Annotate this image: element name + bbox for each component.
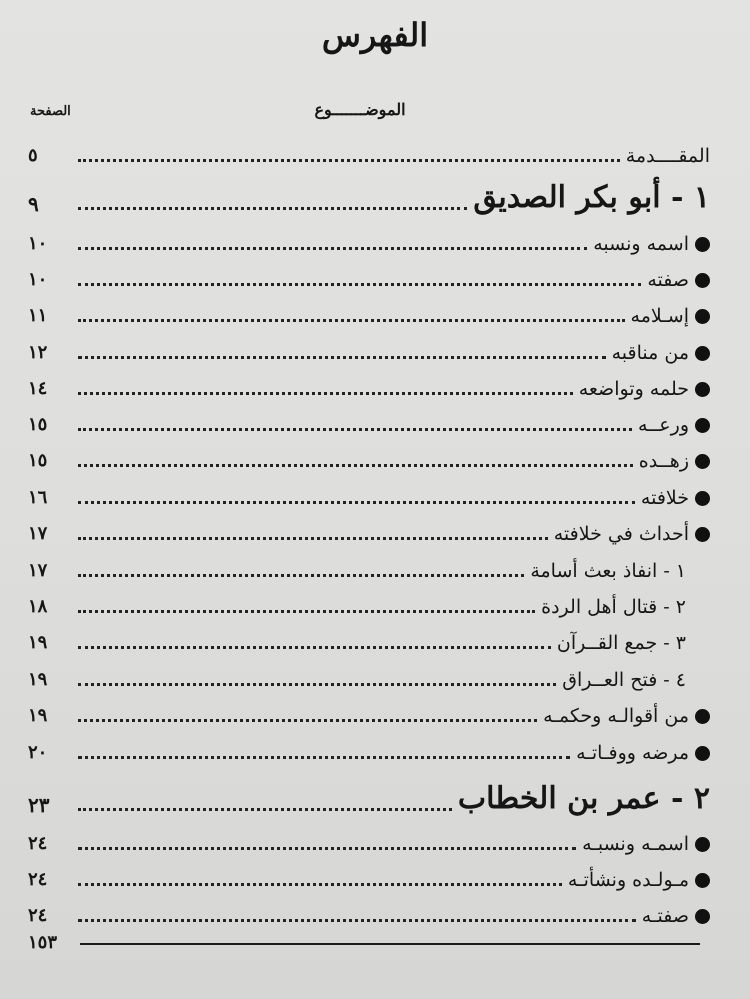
toc-entry-row — [28, 482, 710, 512]
toc-page-number: ١٧ — [28, 523, 48, 544]
toc-entry-row — [28, 900, 710, 930]
column-header-page: الصفحة — [30, 104, 71, 119]
dot-leader — [78, 247, 587, 250]
toc-page-number: ١٦ — [28, 487, 48, 508]
toc-entry-row — [28, 264, 710, 294]
page-number: ١٥٣ — [28, 932, 58, 953]
dot-leader — [78, 537, 548, 540]
bullet-icon — [695, 873, 710, 888]
toc-entry-label: ورعــه — [637, 414, 689, 436]
toc-entry-row — [28, 737, 710, 767]
toc-entry-row — [28, 555, 710, 585]
toc-page-number: ١٩ — [28, 705, 48, 726]
dot-leader — [78, 847, 576, 850]
toc-entry-label: إسـلامه — [630, 305, 689, 327]
dot-leader — [78, 283, 641, 286]
toc-entry-label: اسمـه ونسبـه — [582, 833, 689, 855]
bullet-icon — [695, 709, 710, 724]
toc-page-number: ٢٠ — [28, 742, 48, 763]
toc-page-number: ١٩ — [28, 632, 48, 653]
toc-page-number: ١٥ — [28, 414, 48, 435]
toc-entry-label: من أقوالـه وحكمـه — [543, 705, 689, 727]
dot-leader — [78, 683, 556, 686]
toc-entry-row — [28, 300, 710, 330]
toc-page-number: ١٩ — [28, 669, 48, 690]
toc-entry-label: زهــده — [638, 450, 689, 472]
toc-section-row — [28, 178, 710, 218]
toc-entry-label: مـولـده ونشأتـه — [567, 869, 689, 891]
toc-page-number: ٢٣ — [28, 793, 50, 817]
toc-entry-row — [28, 664, 710, 694]
toc-entry-label: ١ - أبو بكر الصديق — [473, 180, 710, 215]
toc-entry-label: ٤ - فتح العــراق — [562, 669, 686, 691]
toc-page-number: ١٨ — [28, 596, 48, 617]
toc-entry-row — [28, 828, 710, 858]
toc-entry-label: صفتـه — [641, 905, 689, 927]
toc-page-number: ١٤ — [28, 378, 48, 399]
toc-entry-row — [28, 373, 710, 403]
dot-leader — [78, 392, 573, 395]
toc-entry-row — [28, 864, 710, 894]
toc-entry-label: ١ - انفاذ بعث أسامة — [530, 560, 686, 582]
toc-entry-label: صفته — [647, 269, 689, 291]
column-header-topic: الموضـــــــوع — [314, 100, 406, 119]
toc-entry-label: مرضه ووفـاتـه — [576, 742, 689, 764]
bullet-icon — [695, 382, 710, 397]
toc-page-number: ٢٤ — [28, 833, 48, 854]
toc-page-number: ٢٤ — [28, 905, 48, 926]
toc-page-number: ٩ — [28, 192, 39, 216]
toc-entry-label: اسمه ونسبه — [593, 233, 689, 255]
toc-entry-label: ٢ - قتال أهل الردة — [541, 596, 686, 618]
bullet-icon — [695, 346, 710, 361]
toc-entry-row — [28, 228, 710, 258]
bullet-icon — [695, 273, 710, 288]
toc-entry-row — [28, 591, 710, 621]
toc-page-number: ٥ — [28, 145, 38, 166]
toc-entry-label: خلافته — [640, 487, 689, 509]
dot-leader — [78, 574, 524, 577]
toc-page-number: ١٥ — [28, 450, 48, 471]
page-title: الفهرس — [321, 16, 429, 54]
toc-entry-row — [28, 627, 710, 657]
bullet-icon — [695, 309, 710, 324]
dot-leader — [78, 159, 620, 162]
dot-leader — [78, 919, 636, 922]
dot-leader — [78, 501, 635, 504]
dot-leader — [78, 646, 551, 649]
dot-leader — [78, 719, 537, 722]
bullet-icon — [695, 909, 710, 924]
dot-leader — [78, 756, 570, 759]
toc-section-row — [28, 779, 710, 819]
toc-entry-label: المقــــدمة — [625, 145, 710, 167]
toc-entry-label: حلمه وتواضعه — [578, 378, 689, 400]
dot-leader — [78, 356, 606, 359]
toc-entry-row — [28, 140, 710, 170]
bullet-icon — [695, 237, 710, 252]
toc-entry-row — [28, 445, 710, 475]
bullet-icon — [695, 527, 710, 542]
bullet-icon — [695, 491, 710, 506]
toc-entry-row — [28, 337, 710, 367]
toc-entry-row — [28, 409, 710, 439]
toc-entry-label: ٣ - جمع القــرآن — [556, 632, 686, 654]
dot-leader — [78, 207, 467, 210]
footer-rule — [80, 943, 700, 945]
toc-page-number: ١٧ — [28, 560, 48, 581]
dot-leader — [78, 883, 562, 886]
dot-leader — [78, 428, 632, 431]
dot-leader — [78, 464, 633, 467]
bullet-icon — [695, 454, 710, 469]
toc-page-number: ١٠ — [28, 233, 48, 254]
toc-entry-row — [28, 700, 710, 730]
toc-page-number: ١٠ — [28, 269, 48, 290]
bullet-icon — [695, 746, 710, 761]
toc-page-number: ١١ — [28, 305, 48, 326]
toc-page-number: ١٢ — [28, 342, 48, 363]
dot-leader — [78, 610, 535, 613]
toc-entry-label: ٢ - عمر بن الخطاب — [457, 781, 710, 816]
dot-leader — [78, 319, 625, 322]
toc-entry-label: من مناقبه — [611, 342, 689, 364]
dot-leader — [78, 808, 452, 811]
toc-entry-label: أحداث في خلافته — [553, 523, 689, 545]
bullet-icon — [695, 837, 710, 852]
toc-page-number: ٢٤ — [28, 869, 48, 890]
toc-entry-row — [28, 518, 710, 548]
bullet-icon — [695, 418, 710, 433]
